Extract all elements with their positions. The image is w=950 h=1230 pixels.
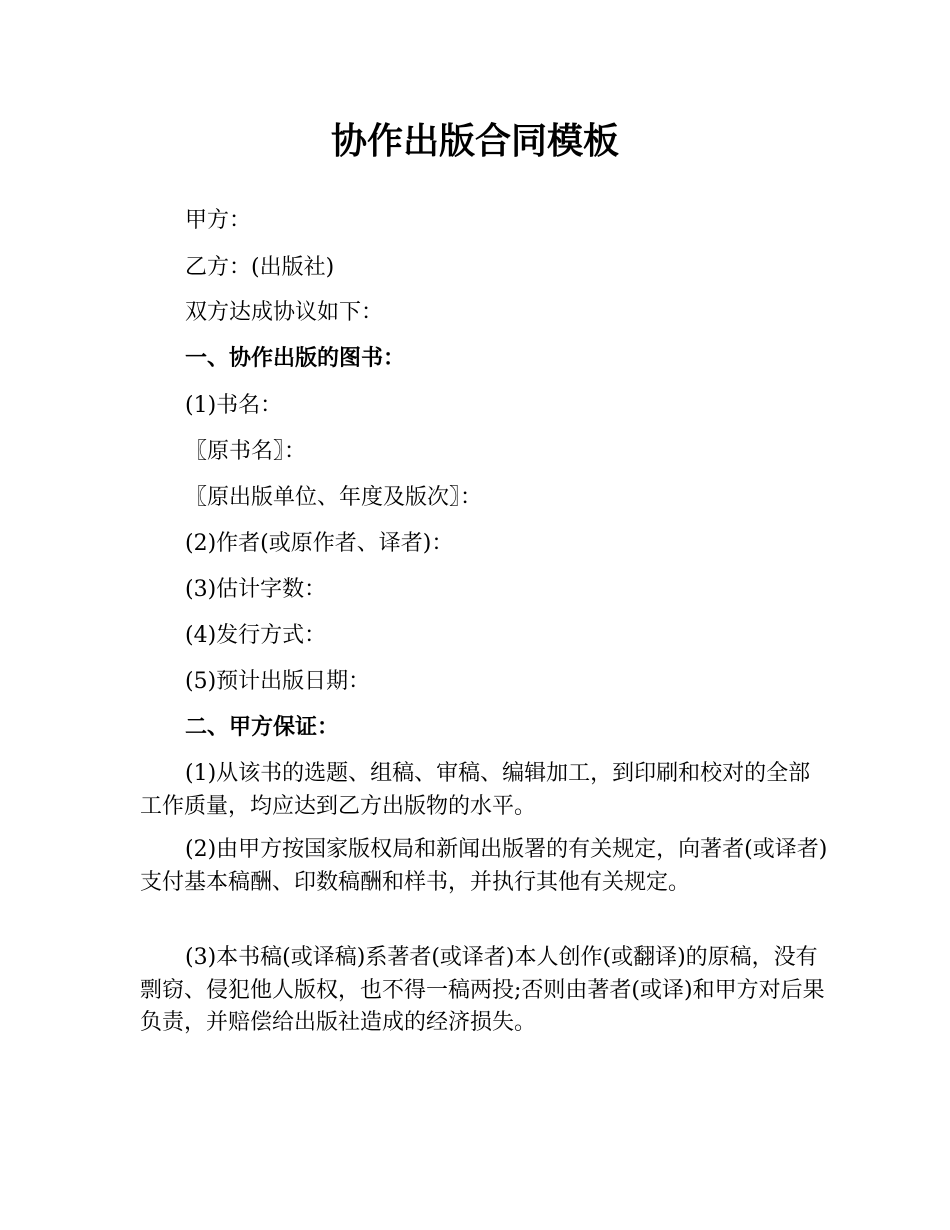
- party-b-line: 乙方：(出版社): [185, 255, 335, 280]
- agreement-intro: 双方达成协议如下：: [185, 300, 384, 325]
- document-title: 协作出版合同模板: [330, 121, 619, 162]
- party-a-line: 甲方：: [185, 208, 252, 233]
- word-count-line: (3)估计字数：: [185, 577, 327, 602]
- original-publisher-line: 〖原出版单位、年度及版次〗：: [185, 485, 483, 510]
- section-2-heading: 二、甲方保证：: [185, 715, 340, 740]
- book-title-line: (1)书名：: [185, 393, 283, 418]
- guarantee-paragraph-2: (2)由甲方按国家版权局和新闻出版署的有关规定，向著者(或译者)支付基本稿酬、印数稿酬和样书，并执行其他有关规定。: [140, 837, 828, 895]
- original-title-line: 〖原书名〗：: [185, 439, 307, 464]
- author-line: (2)作者(或原作者、译者)：: [185, 531, 454, 556]
- distribution-line: (4)发行方式：: [185, 623, 327, 648]
- section-1-heading: 一、协作出版的图书：: [185, 346, 406, 371]
- guarantee-paragraph-1: (1)从该书的选题、组稿、审稿、编辑加工，到印刷和校对的全部工作质量，均应达到乙方出版物的水平。: [140, 761, 811, 819]
- publication-date-line: (5)预计出版日期：: [185, 669, 371, 694]
- guarantee-paragraph-3: (3)本书稿(或译稿)系著者(或译者)本人创作(或翻译)的原稿，没有剽窃、侵犯他人版权，也不得一稿两投;否则由著者(或译)和甲方对后果负责，并赔偿给出版社造成的经济损失。: [140, 945, 825, 1035]
